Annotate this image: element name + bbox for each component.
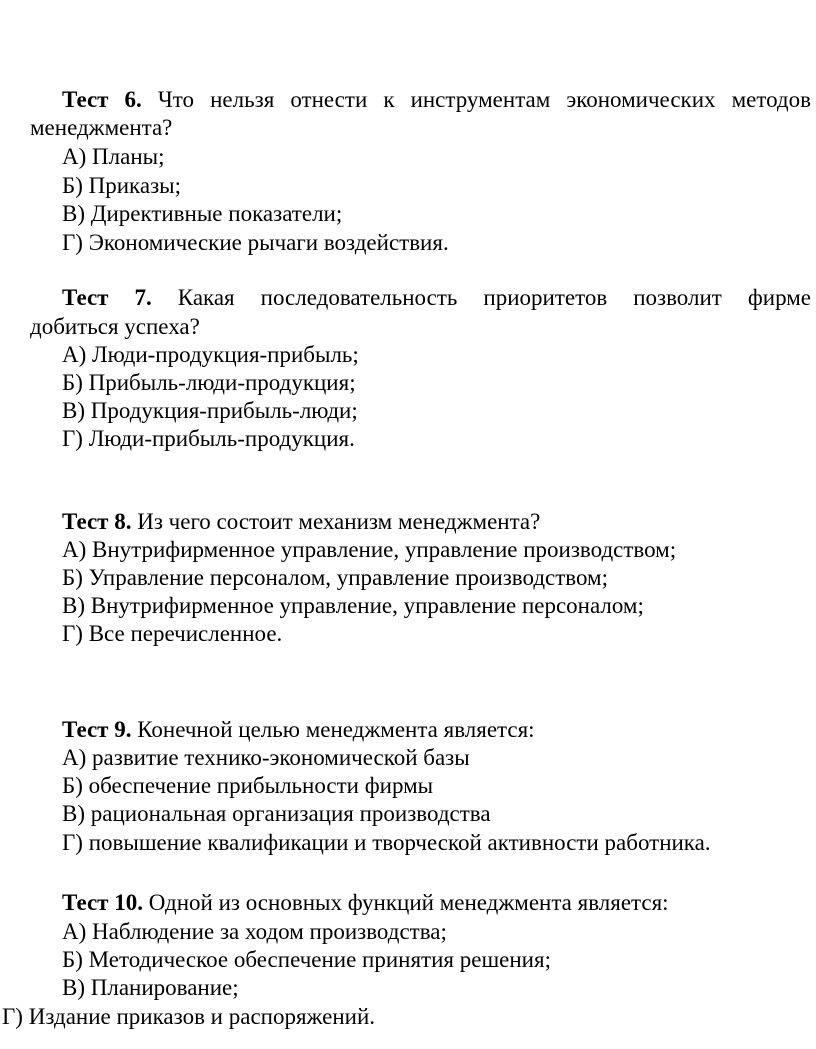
test-7-option-a: А) Люди-продукция-прибыль;: [62, 342, 359, 367]
test-7-label: Тест 7.: [62, 285, 152, 310]
test-6-label: Тест 6.: [62, 87, 142, 112]
test-10-option-c: В) Планирование;: [62, 975, 239, 1000]
test-8-question: [62, 508, 540, 536]
test-6-option-a: А) Планы;: [62, 144, 165, 169]
test-10-option-b: Б) Методическое обеспечение принятия решения;: [62, 947, 551, 972]
test-10-label: Тест 10.: [62, 890, 143, 915]
test-9-question-text: Конечной целью менеджмента является:: [137, 717, 535, 742]
test-8-label: Тест 8.: [62, 509, 132, 534]
test-6-question-text: Что нельзя отнести к инструментам экономических методов: [157, 87, 811, 112]
test-10-option-a: А) Наблюдение за ходом производства;: [62, 919, 447, 944]
test-8-option-a: А) Внутрифирменное управление, управление производством;: [62, 537, 677, 562]
test-7-option-d: Г) Люди-прибыль-продукция.: [62, 426, 355, 451]
test-7-question-text: Какая последовательность приоритетов позволит фирме: [177, 285, 811, 310]
test-8-option-c: В) Внутрифирменное управление, управление персоналом;: [62, 593, 644, 618]
test-9-option-b: Б) обеспечение прибыльности фирмы: [62, 773, 434, 798]
test-6-option-b: Б) Приказы;: [62, 173, 181, 198]
test-7-option-c: В) Продукция-прибыль-люди;: [62, 398, 358, 423]
test-7-option-b: Б) Прибыль-люди-продукция;: [62, 370, 356, 395]
test-9-label: Тест 9.: [62, 717, 132, 742]
test-8-option-b: Б) Управление персоналом, управление производством;: [62, 565, 609, 590]
test-6-option-d: Г) Экономические рычаги воздействия.: [62, 230, 449, 255]
test-7-question-continuation: добиться успеха?: [30, 314, 200, 339]
test-8-option-d: Г) Все перечисленное.: [62, 621, 283, 646]
test-7-question: [62, 284, 811, 312]
test-6-question: [62, 86, 811, 114]
test-6-question-continuation: менеджмента?: [30, 115, 173, 140]
test-10-option-d: Г) Издание приказов и распоряжений.: [2, 1004, 376, 1029]
test-10-question-text: Одной из основных функций менеджмента является:: [148, 890, 669, 915]
test-9-option-a: А) развитие технико-экономической базы: [62, 745, 470, 770]
test-6-option-c: В) Директивные показатели;: [62, 201, 343, 226]
test-9-question: [62, 716, 535, 744]
test-8-question-text: Из чего состоит механизм менеджмента?: [137, 509, 541, 534]
test-9-option-c: В) рациональная организация производства: [62, 801, 491, 826]
test-10-question: [62, 889, 669, 917]
test-9-option-d: Г) повышение квалификации и творческой активности работника.: [62, 830, 711, 855]
